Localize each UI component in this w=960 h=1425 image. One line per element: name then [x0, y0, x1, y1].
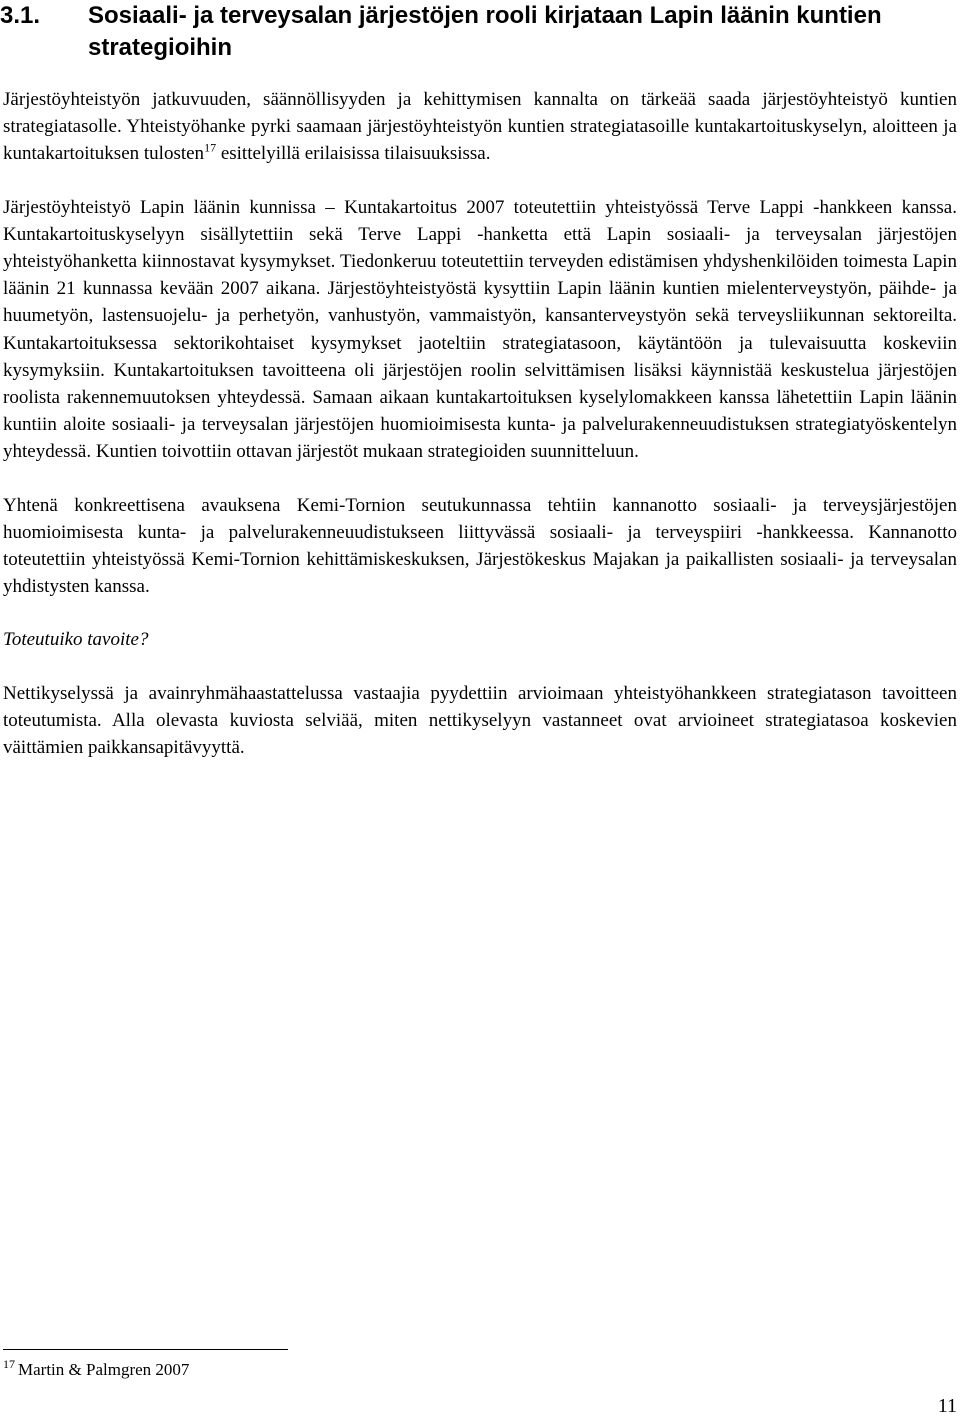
footnote-number: 17 — [3, 1357, 15, 1372]
paragraph-3: Yhtenä konkreettisena avauksena Kemi-Tornion seutukunnassa tehtiin kannanotto sosiaali- ja terveysjärjestöjen huomioimisesta kunta- ja palvelurakenneuudistukseen liittyvässä sosiaali- ja terveyspiiri -hankkeessa. Kannanotto toteutettiin yhteistyössä Kemi-Tornion kehittämiskeskuksen, Järjestökeskus Majakan ja paikallisten sosiaali- ja terveysalan yhdistysten kanssa. — [3, 494, 957, 598]
paragraph-1-text: Järjestöyhteistyön jatkuvuuden, säännöllisyyden ja kehittymisen kannalta on tärkeää saada järjestöyhteistyö kuntien strategiatasolle. Yhteistyöhanke pyrki saamaan järjestöyhteistyön kuntien strategiatasoille kuntakartoituskyselyn, aloitteen ja kuntakartoituksen tulosten — [3, 89, 957, 165]
page-number: 11 — [937, 1395, 957, 1417]
paragraph-1 — [3, 86, 957, 168]
section-heading — [0, 0, 950, 64]
body-text — [3, 86, 957, 787]
footnote — [3, 1358, 603, 1382]
section-title: Sosiaali- ja terveysalan järjestöjen rooli kirjataan Lapin läänin kuntien strategioihin — [88, 2, 882, 61]
footnote-divider — [3, 1349, 288, 1350]
footnote-text: Martin & Palmgren 2007 — [18, 1360, 190, 1379]
paragraph-2: Järjestöyhteistyö Lapin läänin kunnissa – Kuntakartoitus 2007 toteutettiin yhteistyössä Terve Lappi -hankkeen kanssa. Kuntakartoituskyselyyn sisällytettiin sekä Terve Lappi -hanketta että Lapin sosiaali- ja terveysalan järjestöjen yhteistyöhanketta kiinnostavat kysymykset. Tiedonkeruu toteutettiin terveyden edistämisen yhdyshenkilöiden toimesta Lapin läänin 21 kunnassa kevään 2007 aikana. Järjestöyhteistyöstä kysyttiin Lapin läänin kuntien mielenterveystyön, päihde- ja huumetyön, lastensuojelu- ja perhetyön, vanhustyön, vammaistyön, kansanterveystyön sekä terveysliikunnan sektoreilta. Kuntakartoituksessa sektorikohtaiset kysymykset jaoteltiin strategiatasoon, käytäntöön ja tulevaisuutta koskeviin kysymyksiin. Kuntakartoituksen tavoitteena oli järjestöjen roolin selvittämisen lisäksi käynnistää keskustelua järjestöjen roolista rakennemuutoksen yhteydessä. Samaan aikaan kuntakartoituksen kyselylomakkeen kanssa lähetettiin Lapin läänin kuntiin aloite sosiaali- ja terveysalan järjestöjen huomioimisesta kunta- ja palvelurakenneuudistuksen strategiatyöskentelyn yhteydessä. Kuntien toivottiin ottavan järjestöt mukaan strategioiden suunnitteluun. — [3, 196, 957, 463]
subheading-toteutuiko: Toteutuiko tavoite? — [3, 629, 149, 651]
paragraph-5: Nettikyselyssä ja avainryhmähaastattelussa vastaajia pyydettiin arvioimaan yhteistyöhankkeen strategiatason tavoitteen toteutumista. Alla olevasta kuviosta selviää, miten nettikyselyyn vastanneet ovat arvioineet strategiatasoa koskevien väittämien paikkansapitävyyttä. — [3, 682, 957, 759]
paragraph-1-text-end: esittelyillä erilaisissa tilaisuuksissa. — [216, 143, 491, 165]
section-number: 3.1. — [0, 2, 41, 29]
footnote-reference: 17 — [204, 141, 217, 156]
